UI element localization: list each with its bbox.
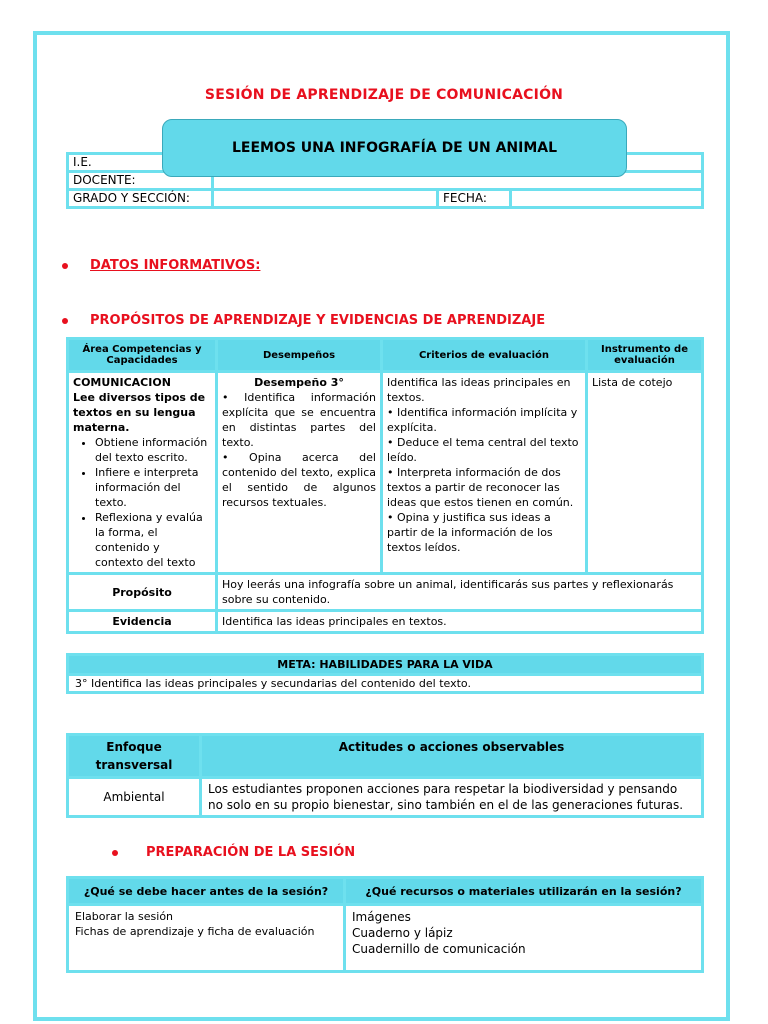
bullet-icon	[62, 263, 68, 269]
header-criterios: Criterios de evaluación	[383, 340, 585, 370]
ie-label: I.E.	[69, 155, 211, 170]
bullet-icon	[112, 850, 118, 856]
enfoque-value: Ambiental	[69, 779, 199, 815]
desempenos-cell	[218, 373, 380, 572]
list-item: • Deduce el tema central del texto leído.	[387, 436, 579, 464]
list-item: • Identifica información implícita y explícita.	[387, 406, 578, 434]
header-instrumento: Instrumento de evaluación	[588, 340, 701, 370]
enfoque-row	[69, 779, 701, 815]
preparacion-row	[69, 906, 701, 970]
preparacion-header-row	[69, 879, 701, 903]
evidencias-header-row	[69, 340, 701, 370]
enfoque-header-row	[69, 736, 701, 776]
section-propositos	[62, 313, 545, 328]
enfoque-table	[66, 733, 704, 818]
list-item: Identifica las ideas principales en textos.	[387, 376, 571, 404]
meta-header: META: HABILIDADES PARA LA VIDA	[69, 656, 701, 673]
list-item: • Interpreta información de dos textos a partir de reconocer las ideas que estos tienen en común.	[387, 466, 574, 509]
list-item: Cuadernillo de comunicación	[352, 942, 526, 956]
antes-header: ¿Qué se debe hacer antes de la sesión?	[69, 879, 343, 903]
antes-cell	[69, 906, 343, 970]
evidencias-content-row	[69, 373, 701, 572]
recursos-cell	[346, 906, 701, 970]
section-preparacion-title: PREPARACIÓN DE LA SESIÓN	[146, 845, 356, 860]
session-subtitle	[162, 119, 627, 177]
session-subtitle-text: LEEMOS UNA INFOGRAFÍA DE UN ANIMAL	[231, 140, 558, 156]
recursos-header: ¿Qué recursos o materiales utilizarán en la sesión?	[346, 879, 701, 903]
fecha-value	[512, 191, 701, 206]
evidencia-label: Evidencia	[69, 612, 215, 631]
evidencias-table	[66, 337, 704, 634]
meta-text: 3° Identifica las ideas principales y secundarias del contenido del texto.	[69, 676, 701, 691]
proposito-label: Propósito	[69, 575, 215, 609]
instrumento-cell: Lista de cotejo	[588, 373, 701, 572]
criterios-cell	[383, 373, 585, 572]
grado-value	[214, 191, 436, 206]
capacidades-list	[73, 435, 211, 570]
list-item: Cuaderno y lápiz	[352, 926, 453, 940]
section-preparacion	[112, 845, 355, 860]
header-desempenos: Desempeños	[218, 340, 380, 370]
section-datos	[62, 258, 260, 273]
actitud-value: Los estudiantes proponen acciones para respetar la biodiversidad y pensando no solo en su propio bienestar, sino también en el de las generaciones futuras.	[202, 779, 701, 815]
fecha-label: FECHA:	[439, 191, 509, 206]
section-propositos-title: PROPÓSITOS DE APRENDIZAJE Y EVIDENCIAS DE APRENDIZAJE	[90, 313, 546, 328]
list-item: • Opina y justifica sus ideas a partir de la información de los textos leídos.	[387, 511, 553, 554]
docente-label: DOCENTE:	[69, 173, 211, 188]
page-title: SESIÓN DE APRENDIZAJE DE COMUNICACIÓN	[204, 87, 564, 103]
list-item: Elaborar la sesión	[75, 910, 174, 923]
meta-table	[66, 653, 704, 694]
list-item: • Reflexiona y evalúa la forma, el contenido y contexto del texto	[95, 510, 211, 570]
proposito-text: Hoy leerás una infografía sobre un animal, identificarás sus partes y reflexionarás sobre su contenido.	[218, 575, 701, 609]
preparacion-table	[66, 876, 704, 973]
actitudes-header: Actitudes o acciones observables	[202, 736, 701, 776]
bullet-icon	[62, 318, 68, 324]
area-name: COMUNICACION	[73, 376, 171, 389]
area-cell	[69, 373, 215, 572]
enfoque-header: Enfoque transversal	[69, 736, 199, 776]
list-item: Fichas de aprendizaje y ficha de evaluación	[75, 925, 315, 938]
section-datos-title: DATOS INFORMATIVOS:	[90, 258, 261, 273]
list-item: • Opina acerca del contenido del texto, explica el sentido de algunos recursos textuales.	[222, 451, 376, 509]
proposito-row	[69, 575, 701, 609]
list-item: • Identifica información explícita que se encuentra en distintas partes del texto.	[222, 391, 376, 449]
grado-label: GRADO Y SECCIÓN:	[69, 191, 211, 206]
competencia: Lee diversos tipos de textos en su lengua materna.	[73, 391, 206, 434]
list-item: • Infiere e interpreta información del texto.	[95, 465, 211, 510]
evidencia-row	[69, 612, 701, 631]
desempeno-title: Desempeño 3°	[254, 376, 344, 389]
header-area: Área Competencias y Capacidades	[69, 340, 215, 370]
list-item: Imágenes	[352, 910, 411, 924]
evidencia-text: Identifica las ideas principales en textos.	[218, 612, 701, 631]
list-item: • Obtiene información del texto escrito.	[95, 435, 211, 465]
